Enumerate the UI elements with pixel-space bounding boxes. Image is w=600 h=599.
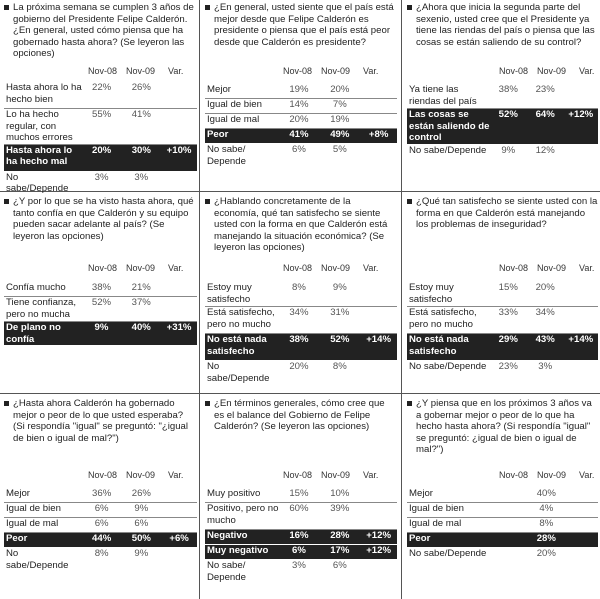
header-nov09: Nov-09 [537,263,567,273]
table-row [205,84,397,99]
row-label: Positivo, pero no mucho [205,503,279,530]
table-row [205,361,397,385]
bullet-icon [407,401,412,406]
header-var: Var. [168,470,184,480]
value-nov08: 22% [82,82,122,109]
value-nov08: 6% [82,503,122,518]
row-label: Hasta ahora lo ha hecho bien [4,82,82,109]
column-headers [205,263,397,275]
value-nov09: 31% [319,307,360,334]
table-row [407,518,598,533]
row-label: Mejor [205,84,279,99]
table-row [205,560,397,587]
column-divider [401,0,402,599]
row-label: Mejor [407,488,491,503]
value-nov08: 6% [82,518,122,533]
table-row [407,334,598,361]
value-nov08: 9% [501,144,516,156]
row-label: No sabe/Depende [409,548,487,559]
results-table [4,488,197,571]
panel-proximos-3-anos [407,398,598,598]
value-var [360,361,397,385]
table-row [205,282,397,307]
row-label: Igual de mal [205,114,279,129]
value-var [565,548,598,563]
column-headers [4,263,197,275]
table-row [407,533,598,548]
question-label: La próxima semana se cumplen 3 años de gobierno del Presidente Felipe Calderón. ¿En general, usted cómo piensa que ha gobernado hasta ahora? (Se leyeron las opciones) [13,2,194,60]
value-var [564,282,598,307]
value-nov09: 26% [121,82,161,109]
value-nov09: 17% [319,545,360,560]
value-nov09: 49% [319,129,360,144]
bullet-icon [4,401,9,406]
value-var [161,518,197,533]
table-row [205,488,397,503]
table-row [4,282,197,297]
table-row [205,99,397,114]
results-table [407,488,598,562]
value-nov08: 60% [279,503,320,530]
value-nov09: 37% [121,297,161,322]
row-label: No sabe/Depende [207,361,270,384]
question-text [407,398,598,456]
value-nov09: 23% [527,84,564,109]
results-table [407,84,598,159]
value-nov09: 9% [122,503,162,518]
bullet-icon [4,5,9,10]
row-label: Igual de mal [4,518,82,533]
value-var [360,99,397,114]
table-row [407,144,598,159]
value-nov09: 52% [319,334,360,361]
value-nov09: 30% [121,144,161,171]
value-nov08: 16% [279,530,320,545]
value-var: +10% [161,144,197,171]
value-nov09: 39% [319,503,360,530]
row-label: Peor [407,533,491,548]
question-label: ¿Hasta ahora Calderón ha gobernado mejor o peor de lo que usted esperaba? (Si respondía "igual" se preguntó: "¿igual de bien o igual de mal?") [13,398,189,444]
value-nov08 [491,503,527,518]
row-label: No sabe/Depende [409,144,487,156]
value-nov09: 43% [527,334,564,361]
table-row [407,503,598,518]
row-label: Igual de bien [205,99,279,114]
row-label: Estoy muy satisfecho [407,282,490,307]
row-label: Mejor [4,488,82,503]
table-row [407,282,598,307]
header-nov09: Nov-09 [321,66,351,76]
value-var: +8% [360,129,397,144]
value-nov09: 10% [319,488,360,503]
table-row [4,488,197,503]
bullet-icon [205,199,210,204]
row-label: Peor [205,129,279,144]
column-headers [205,470,397,482]
value-nov09: 7% [319,99,360,114]
table-row [407,84,598,109]
value-nov08: 6% [279,545,320,560]
row-label: Igual de bien [4,503,82,518]
table-row [407,488,598,503]
bullet-icon [205,5,210,10]
value-nov08: 20% [82,144,122,171]
value-nov09: 6% [122,518,162,533]
value-nov09: 26% [122,488,162,503]
bullet-icon [4,199,9,204]
header-nov08: Nov-08 [499,263,529,273]
panel-expectativa [4,398,197,598]
value-nov08: 38% [82,282,122,297]
value-var: +14% [564,334,598,361]
results-table [407,282,598,375]
value-var: +12% [360,530,397,545]
value-nov08 [491,488,527,503]
row-label: Lo ha hecho regular, con muchos errores [4,109,82,145]
panel-inseguridad [407,196,598,392]
row-label: Está satisfecho, pero no mucho [205,307,279,334]
row-label: De plano no confía [4,322,82,346]
value-nov08: 8% [94,548,109,559]
value-nov08: 6% [292,144,306,155]
value-nov09: 19% [319,114,360,129]
question-text [407,196,598,231]
table-row [4,503,197,518]
question-text [205,196,397,254]
results-table [205,488,397,586]
row-label: Hasta ahora lo ha hecho mal [4,144,82,171]
column-headers [4,66,197,78]
header-nov09: Nov-09 [537,470,567,480]
value-nov08: 3% [292,560,306,571]
row-label: No sabe/ Depende [207,144,246,167]
header-var: Var. [363,263,379,273]
table-row [4,171,197,195]
value-var [565,488,598,503]
panel-confianza [4,196,197,392]
value-nov08: 14% [279,99,320,114]
value-nov08 [491,533,527,548]
results-table [205,282,397,384]
row-label: No está nada satisfecho [205,334,279,361]
header-nov09: Nov-09 [321,470,351,480]
table-row [205,307,397,334]
panel-economia [205,196,397,392]
question-label: ¿Qué tan satisfecho se siente usted con la forma en que Calderón está manejando los problemas de inseguridad? [416,196,598,231]
results-table [4,82,197,195]
bullet-icon [205,401,210,406]
column-headers [407,470,598,482]
value-var [360,488,397,503]
value-nov08: 38% [279,334,320,361]
header-nov08: Nov-08 [499,470,529,480]
value-nov08: 15% [490,282,527,307]
table-row [4,144,197,171]
value-var [161,109,197,145]
header-nov08: Nov-08 [499,66,529,76]
question-text [4,2,197,60]
question-label: ¿Ahora que inicia la segunda parte del sexenio, usted cree que el Presidente ya tiene las riendas del país o piensa que las cosas se están saliendo de su control? [416,2,595,48]
value-var [360,114,397,129]
table-row [4,82,197,109]
results-table [205,84,397,168]
value-nov08: 8% [279,282,320,307]
table-row [205,545,397,560]
value-var [360,307,397,334]
row-label: No sabe/ Depende [207,560,246,583]
value-nov08: 52% [82,297,122,322]
value-nov09: 28% [527,533,565,548]
header-nov08: Nov-08 [88,66,118,76]
value-var: +6% [161,533,197,548]
value-var [564,84,598,109]
row-label: Tiene confianza, pero no mucha [4,297,82,322]
value-nov08: 38% [490,84,527,109]
table-row [4,322,197,346]
value-var [565,533,598,548]
value-var [565,503,598,518]
row-label: Negativo [205,530,279,545]
row-label: Igual de mal [407,518,491,533]
value-nov09: 12% [535,144,555,156]
row-label: Estoy muy satisfecho [205,282,279,307]
value-nov09: 50% [122,533,162,548]
value-nov08: 36% [82,488,122,503]
question-text [4,398,197,444]
table-row [4,548,197,572]
value-nov09: 8% [527,518,565,533]
row-label: Ya tiene las riendas del país [407,84,490,109]
table-row [4,518,197,533]
header-var: Var. [579,263,595,273]
question-text [205,398,397,433]
value-nov09: 8% [332,361,347,372]
header-nov08: Nov-08 [283,470,313,480]
value-var [360,144,397,169]
bullet-icon [407,5,412,10]
value-nov08 [491,548,527,563]
row-label: Confía mucho [4,282,82,297]
value-nov08: 9% [82,322,122,346]
table-row [4,297,197,322]
value-nov08: 20% [279,114,320,129]
header-nov09: Nov-09 [126,66,156,76]
column-headers [407,66,598,78]
bullet-icon [407,199,412,204]
value-nov09: 20% [527,282,564,307]
value-nov08 [491,518,527,533]
results-table [4,282,197,345]
panel-pais-mejor-peor [205,2,397,190]
row-label: No sabe/Depende [6,548,69,571]
header-var: Var. [363,470,379,480]
value-nov09: 40% [121,322,161,346]
header-nov08: Nov-08 [88,470,118,480]
value-var [360,560,397,587]
value-nov08: 3% [94,171,109,183]
question-label: ¿En general, usted siente que el país está mejor desde que Felipe Calderón es presidente o piensa que el país está peor desde que Calderón es presidente? [214,2,394,48]
header-var: Var. [579,470,595,480]
header-var: Var. [168,66,184,76]
value-nov09: 20% [319,84,360,99]
value-var [161,503,197,518]
value-var [564,361,598,376]
row-divider [0,393,600,394]
header-var: Var. [363,66,379,76]
column-headers [4,470,197,482]
value-var [161,488,197,503]
value-var [161,82,197,109]
question-text [4,196,197,242]
row-label: Las cosas se están saliendo de control [409,109,490,144]
panel-gobierno-hasta-ahora [4,2,197,195]
value-nov09: 41% [121,109,161,145]
value-nov08: 20% [289,361,309,372]
value-nov08: 34% [279,307,320,334]
value-nov09: 5% [332,144,347,155]
question-text [407,2,598,48]
header-nov09: Nov-09 [126,263,156,273]
value-nov08: 29% [490,334,527,361]
value-var [565,518,598,533]
table-row [4,109,197,145]
header-nov09: Nov-09 [321,263,351,273]
table-row [205,144,397,169]
value-var [161,548,197,572]
value-var [564,307,598,334]
value-nov09: 3% [134,171,149,183]
value-nov09: 40% [527,488,565,503]
value-var [161,297,197,322]
header-var: Var. [579,66,595,76]
table-row [205,503,397,530]
column-headers [407,263,598,275]
row-label: No sabe/Depende [409,361,487,372]
header-nov08: Nov-08 [88,263,118,273]
table-row [205,334,397,361]
table-row [205,114,397,129]
table-row [407,109,598,145]
value-nov08: 41% [279,129,320,144]
value-nov09: 20% [536,548,556,559]
panel-balance-gobierno [205,398,397,598]
value-nov09: 9% [134,548,149,559]
value-var: +12% [360,545,397,560]
row-label: No está nada satisfecho [407,334,490,361]
value-var [161,282,197,297]
value-nov08: 52% [490,109,527,145]
value-nov08: 23% [498,361,518,372]
value-nov08: 19% [279,84,320,99]
value-var [161,171,197,195]
panel-riendas-del-pais [407,2,598,190]
question-label: ¿Hablando concretamente de la economía, qué tan satisfecho se siente usted con la forma en que Calderón está manejando la situación económica? (Se leyeron las opciones) [214,196,388,254]
row-label: Muy positivo [205,488,279,503]
row-label: Está satisfecho, pero no mucho [407,307,490,334]
value-var: +14% [360,334,397,361]
value-var [360,503,397,530]
value-nov09: 3% [538,361,553,372]
question-label: ¿Y por lo que se ha visto hasta ahora, qué tanto confía en que Calderón y su equipo pueden sacar adelante al país? (Se leyeron las opciones) [13,196,194,242]
table-row [205,530,397,545]
value-nov08: 44% [82,533,122,548]
question-label: ¿En términos generales, cómo cree que es el balance del Gobierno de Felipe Calderón? (Se leyeron las opciones) [214,398,385,433]
value-var: +31% [161,322,197,346]
row-label: Muy negativo [205,545,279,560]
value-var [564,144,598,159]
value-nov09: 6% [332,560,347,571]
value-nov08: 15% [279,488,320,503]
value-nov09: 21% [121,282,161,297]
row-label: No sabe/Depende [6,171,69,195]
table-row [407,307,598,334]
question-text [205,2,397,48]
header-nov08: Nov-08 [283,263,313,273]
header-nov09: Nov-09 [537,66,567,76]
row-label: Peor [4,533,82,548]
column-divider [199,0,200,599]
value-nov09: 4% [527,503,565,518]
header-var: Var. [168,263,184,273]
row-label: Igual de bien [407,503,491,518]
header-nov08: Nov-08 [283,66,313,76]
value-var [360,84,397,99]
value-nov08: 55% [82,109,122,145]
value-nov09: 34% [527,307,564,334]
table-row [407,548,598,563]
value-nov08: 33% [490,307,527,334]
value-nov09: 64% [527,109,564,145]
column-headers [205,66,397,78]
value-var [360,282,397,307]
table-row [205,129,397,144]
header-nov09: Nov-09 [126,470,156,480]
value-var: +12% [564,109,598,145]
question-label: ¿Y piensa que en los próximos 3 años va a gobernar mejor o peor de lo que ha hecho hasta ahora? (Si respondía "igual" se preguntó: ¿igual de bien o igual de mal?") [416,398,592,456]
table-row [4,533,197,548]
value-nov09: 9% [319,282,360,307]
value-nov09: 28% [319,530,360,545]
table-row [407,361,598,376]
